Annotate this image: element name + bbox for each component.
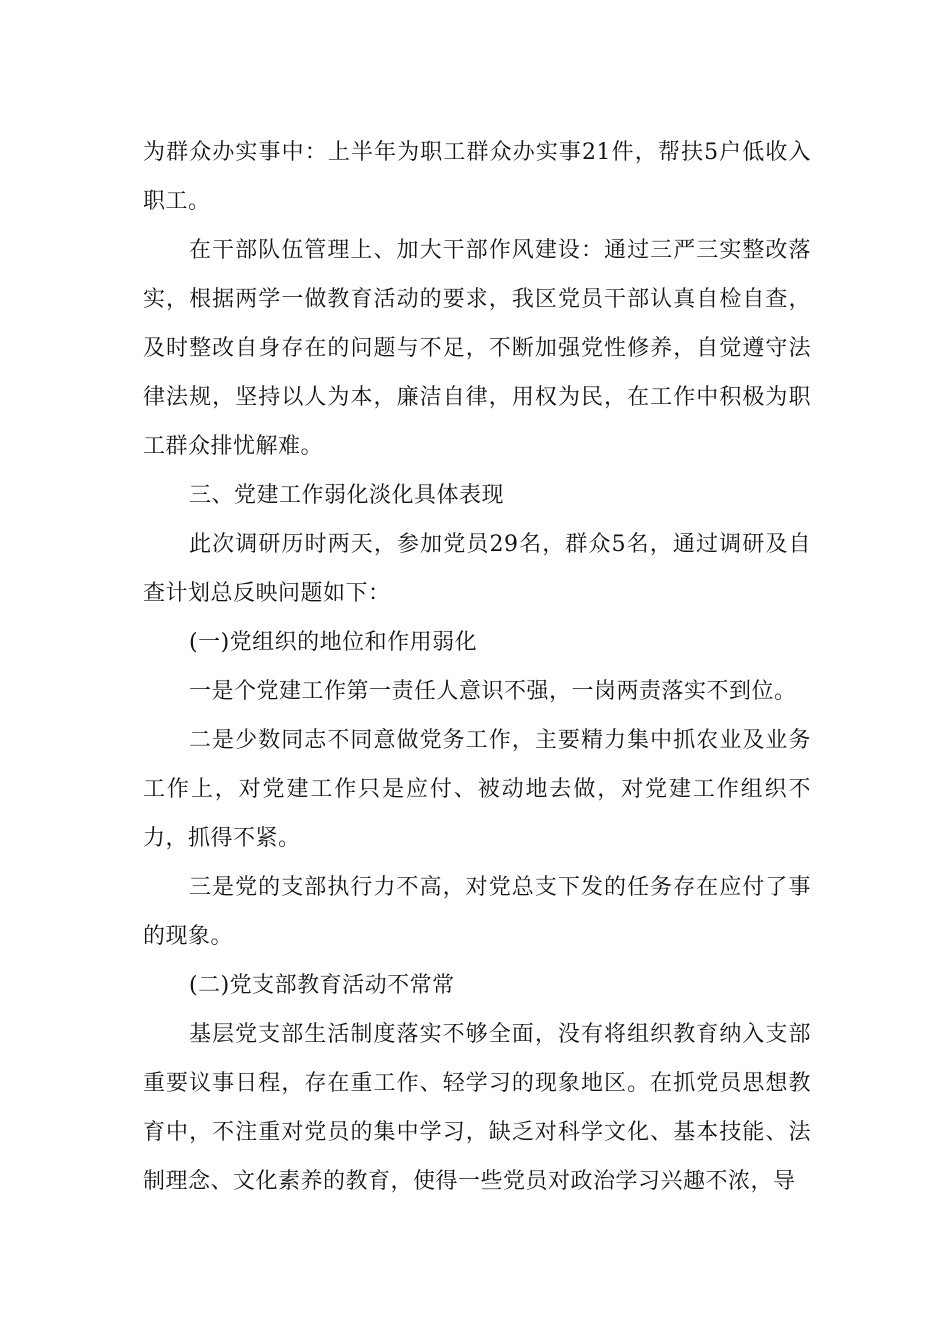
section-heading-3: 三、党建工作弱化淡化具体表现 — [189, 483, 505, 508]
paragraph-6: 一是个党建工作第一责任人意识不强，一岗两责落实不到位。 — [189, 679, 797, 704]
paragraph-2: 在干部队伍管理上、加大干部作风建设：通过三严三实整改落实，根据两学一做教育活动的要求，我区党员干部认真自检自查，及时整改自身存在的问题与不足，不断加强党性修养，自觉遵守法律法规，坚持以人为本，廉洁自律，用权为民，在工作中积极为职工群众排忧解难。 — [143, 238, 811, 459]
paragraph-8: 三是党的支部执行力不高，对党总支下发的任务存在应付了事的现象。 — [143, 875, 811, 949]
paragraph-10: 基层党支部生活制度落实不够全面，没有将组织教育纳入支部重要议事日程，存在重工作、轻学习的现象地区。在抓党员思想教育中，不注重对党员的集中学习，缺乏对科学文化、基本技能、法制理念、文化素养的教育，使得一些党员对政治学习兴趣不浓，导 — [143, 1022, 811, 1194]
paragraph-1: 为群众办实事中：上半年为职工群众办实事21件，帮扶5户低收入职工。 — [143, 140, 811, 214]
paragraph-4: 此次调研历时两天，参加党员29名，群众5名，通过调研及自查计划总反映问题如下： — [143, 532, 811, 606]
document-body — [143, 128, 811, 1206]
subsection-heading-2: (二)党支部教育活动不常常 — [189, 973, 455, 998]
paragraph-7: 二是少数同志不同意做党务工作，主要精力集中抓农业及业务工作上，对党建工作只是应付、被动地去做，对党建工作组织不力，抓得不紧。 — [143, 728, 811, 851]
subsection-heading-1: (一)党组织的地位和作用弱化 — [189, 630, 478, 655]
